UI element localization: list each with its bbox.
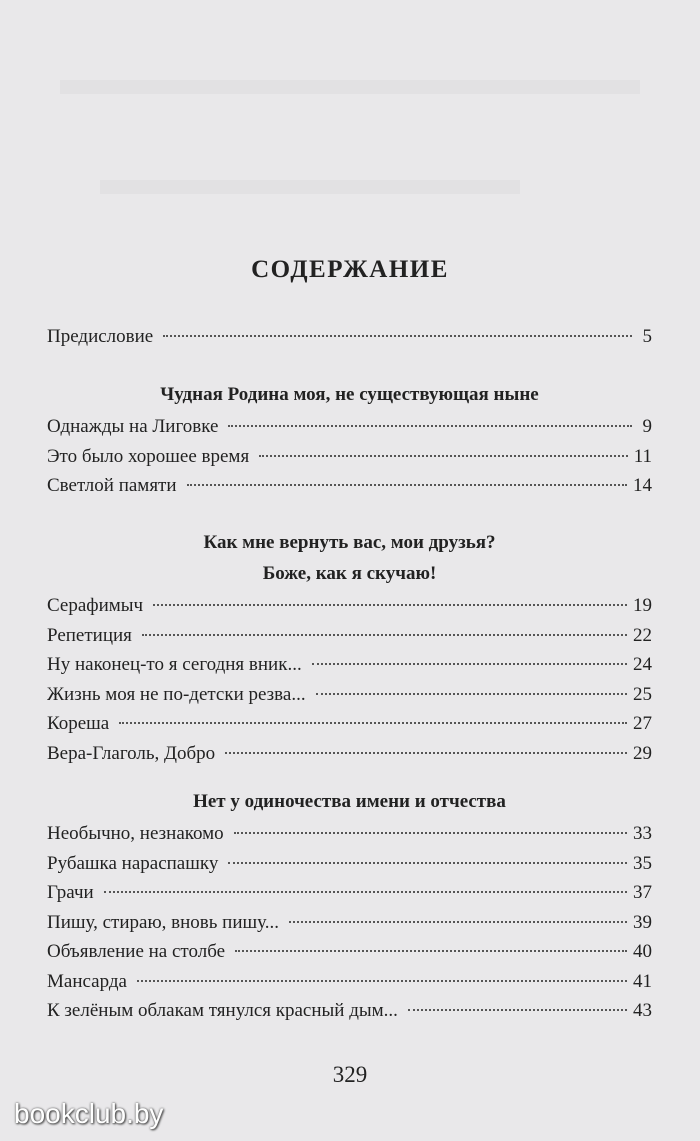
entry-page: 43: [633, 1000, 652, 1021]
leader-dots: [234, 832, 627, 834]
section-heading: Чудная Родина моя, не существующая ныне: [160, 384, 539, 405]
entry-page: 41: [633, 970, 652, 992]
watermark: bookclub.by: [14, 1098, 164, 1129]
toc-entry: [47, 912, 652, 942]
leader-dots: [119, 722, 627, 724]
entry-page: 5: [642, 326, 652, 347]
entry-label: Предисловие: [47, 326, 154, 347]
entry-label: Пишу, стираю, вновь пишу...: [47, 911, 279, 933]
entry-label: Вера-Глаголь, Добро: [47, 742, 216, 764]
bleed-through: [60, 80, 640, 94]
toc-entry: [47, 416, 652, 446]
toc-entry: [47, 941, 652, 971]
toc-entry: [47, 882, 652, 912]
entry-page: 33: [633, 823, 652, 844]
toc-entry: [47, 853, 652, 883]
toc-entry: [47, 446, 652, 476]
entry-label: К зелёным облакам тянулся красный дым...: [47, 1000, 398, 1021]
toc-entry: [47, 743, 652, 773]
entry-label: Рубашка нараспашку: [47, 852, 219, 874]
toc-entry: [47, 654, 652, 684]
leader-dots: [289, 921, 627, 923]
entry-page: 40: [633, 941, 652, 962]
entry-label: Светлой памяти: [47, 475, 177, 496]
leader-dots: [225, 752, 627, 754]
entry-page: 29: [633, 742, 652, 764]
leader-dots: [259, 455, 628, 457]
entry-label: Ну наконец-то я сегодня вник...: [47, 654, 302, 675]
toc-preface: [47, 326, 652, 356]
entry-page: 39: [633, 911, 652, 933]
entry-label: Мансарда: [47, 970, 127, 992]
toc-entry: [47, 595, 652, 625]
toc-entry: [47, 625, 652, 655]
entry-label: Объявление на столбе: [47, 941, 226, 962]
toc-entry: [47, 713, 652, 743]
toc-entry: [47, 823, 652, 853]
leader-dots: [153, 604, 627, 606]
entry-label: Серафимыч: [47, 595, 144, 616]
leader-dots: [104, 891, 627, 893]
entry-page: 9: [642, 416, 652, 437]
toc-section-3: [47, 786, 652, 1030]
section-heading: Как мне вернуть вас, мои друзья?: [203, 532, 496, 553]
entry-page: 11: [633, 445, 652, 467]
entry-page: 25: [633, 683, 652, 705]
leader-dots: [163, 335, 632, 337]
entry-label: Кореша: [47, 713, 110, 734]
entry-page: 19: [633, 595, 652, 616]
leader-dots: [316, 693, 627, 695]
entry-label: Однажды на Лиговке: [47, 416, 219, 437]
page-number: 329: [332, 1062, 368, 1087]
leader-dots: [408, 1009, 627, 1011]
entry-page: 24: [633, 654, 652, 675]
bleed-through: [100, 180, 520, 194]
toc-entry: [47, 684, 652, 714]
entry-label: Грачи: [47, 882, 94, 903]
leader-dots: [137, 980, 627, 982]
toc-entry: [47, 971, 652, 1001]
entry-page: 27: [633, 713, 652, 734]
leader-dots: [142, 634, 627, 636]
entry-label: Это было хорошее время: [47, 445, 250, 467]
page-title: СОДЕРЖАНИЕ: [251, 256, 449, 283]
toc-entry: [47, 326, 652, 356]
entry-page: 35: [633, 852, 652, 874]
section-heading: Боже, как я скучаю!: [262, 563, 437, 584]
toc-entry: [47, 475, 652, 505]
entry-page: 14: [633, 475, 652, 496]
toc-section-1: [47, 379, 652, 505]
leader-dots: [187, 484, 627, 486]
leader-dots: [235, 950, 627, 952]
entry-label: Жизнь моя не по-детски резва...: [47, 683, 306, 705]
entry-page: 22: [633, 624, 652, 646]
entry-page: 37: [633, 882, 652, 903]
leader-dots: [228, 862, 627, 864]
toc-entry: [47, 1000, 652, 1030]
toc-section-2: [47, 527, 652, 772]
entry-label: Необычно, незнакомо: [47, 823, 224, 844]
entry-label: Репетиция: [47, 624, 132, 646]
leader-dots: [312, 663, 627, 665]
leader-dots: [228, 425, 632, 427]
section-heading: Нет у одиночества имени и отчества: [193, 791, 506, 812]
